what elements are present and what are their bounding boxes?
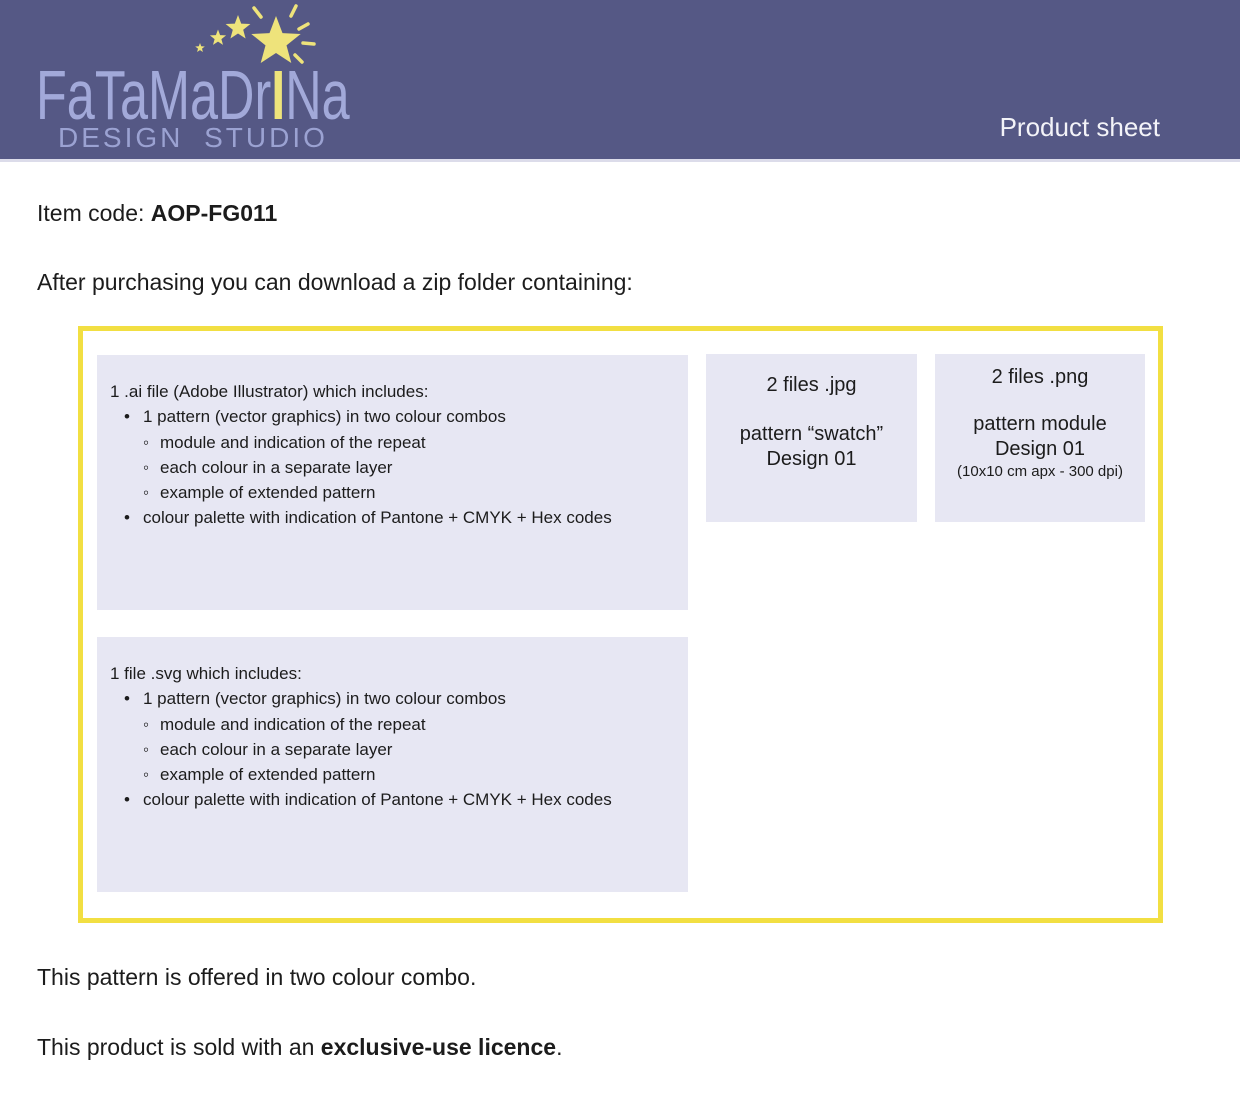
sheet-title: Product sheet — [999, 112, 1160, 142]
brand-logo — [36, 0, 376, 159]
svg-file-list — [110, 686, 674, 812]
ai-file-list — [110, 404, 674, 530]
licence-note-suffix: . — [556, 1034, 563, 1060]
brand-text-left: FaTaMaDr — [36, 55, 272, 134]
brand-name — [36, 55, 350, 134]
ai-file-title: 1 .ai file (Adobe Illustrator) which includes: — [110, 382, 429, 401]
list-item: • 1 pattern (vector graphics) in two colour combos — [110, 404, 674, 429]
header-banner — [0, 0, 1240, 162]
item-code-value: AOP-FG011 — [150, 200, 278, 226]
jpg-files-count: 2 files .jpg — [766, 374, 857, 396]
png-files-specs: (10x10 cm apx - 300 dpi) — [957, 463, 1123, 480]
download-info-text: After purchasing you can download a zip folder containing: — [37, 269, 633, 295]
list-item: ◦ each colour in a separate layer — [110, 455, 674, 480]
wand-stick: I — [271, 55, 286, 134]
png-files-tile — [935, 354, 1145, 522]
ai-file-tile — [97, 355, 688, 610]
svg-file-title: 1 file .svg which includes: — [110, 664, 302, 683]
jpg-files-tile — [706, 354, 917, 522]
list-item: ◦ example of extended pattern — [110, 762, 674, 787]
colour-combo-note: This pattern is offered in two colour combo. — [37, 964, 477, 990]
item-code-line — [37, 200, 277, 227]
brand-subtitle: DESIGN STUDIO — [58, 122, 328, 153]
item-code-label: Item code: — [37, 200, 151, 226]
png-files-count: 2 files .png — [991, 366, 1089, 388]
png-files-design: Design 01 — [994, 438, 1086, 460]
svg-file-tile — [97, 637, 688, 892]
list-item: ◦ each colour in a separate layer — [110, 737, 674, 762]
jpg-files-design: Design 01 — [766, 448, 857, 470]
package-contents-box — [78, 326, 1163, 923]
list-item: ◦ example of extended pattern — [110, 480, 674, 505]
list-item: ◦ module and indication of the repeat — [110, 712, 674, 737]
list-item: • colour palette with indication of Pantone + CMYK + Hex codes — [110, 505, 674, 530]
list-item: ◦ module and indication of the repeat — [110, 430, 674, 455]
list-item: • 1 pattern (vector graphics) in two colour combos — [110, 686, 674, 711]
licence-note-prefix: This product is sold with an — [37, 1034, 321, 1060]
jpg-files-desc: pattern “swatch” — [739, 423, 884, 445]
licence-type: exclusive-use licence — [320, 1034, 557, 1060]
png-files-desc: pattern module — [973, 413, 1107, 435]
list-item: • colour palette with indication of Pantone + CMYK + Hex codes — [110, 787, 674, 812]
licence-note — [37, 1034, 562, 1061]
brand-text-right: Na — [285, 55, 350, 134]
